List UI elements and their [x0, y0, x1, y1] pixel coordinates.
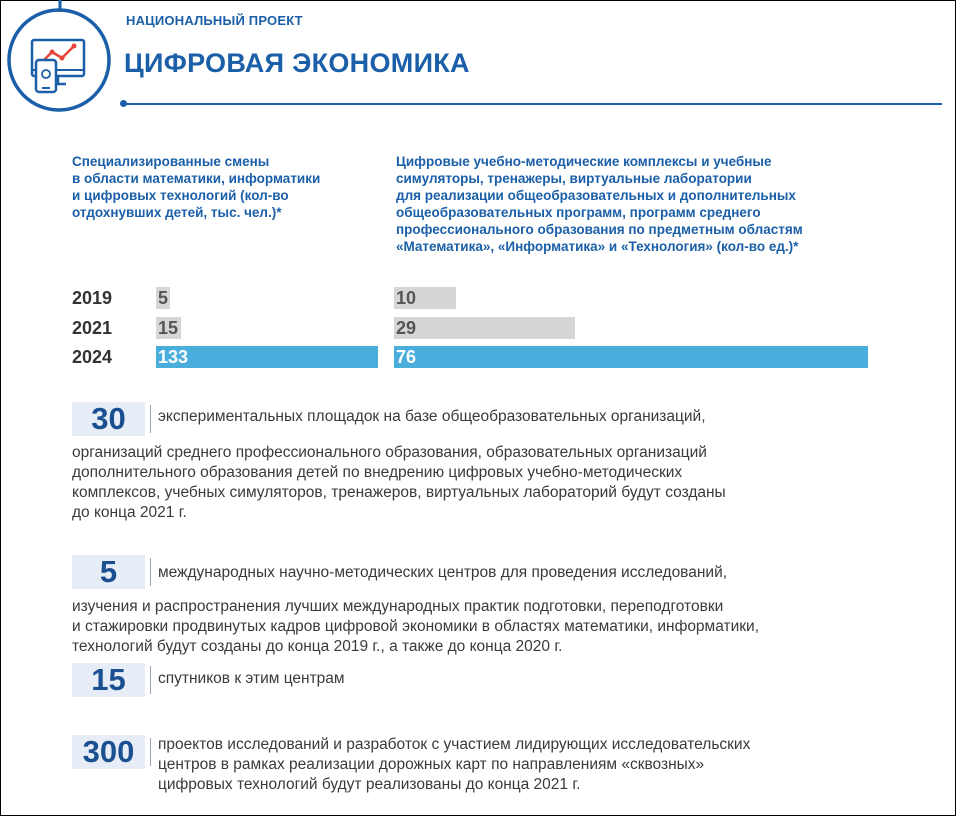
col1-title-line: отдохнувших детей, тыс. чел.)* [72, 205, 282, 220]
col2-title-line: Цифровые учебно-методические комплексы и учебные [396, 154, 772, 169]
stat-number: 300 [72, 735, 145, 769]
digital-economy-logo-icon [2, 0, 112, 118]
stat-line: технологий будут созданы до конца 2019 г., а также до конца 2020 г. [72, 638, 563, 655]
col2-title-line: общеобразовательных программ, программ среднего [396, 205, 761, 220]
bar-series2-2019: 10 [394, 287, 456, 309]
col2-title-line: для реализации общеобразовательных и дополнительных [396, 188, 796, 203]
stat-description [72, 443, 892, 523]
stat-separator [150, 666, 151, 694]
col1-title-line: в области математики, информатики [72, 171, 321, 186]
col2-title-line: «Математика», «Информатика» и «Технология» (кол-во ед.)* [396, 239, 799, 254]
bar-series1-2019: 5 [158, 288, 169, 308]
bar-series1-2021: 15 [156, 317, 181, 339]
year-label: 2024 [72, 347, 113, 367]
stat-line: цифровых технологий будут реализованы до конца 2021 г. [158, 776, 581, 793]
stat-separator [150, 405, 151, 433]
stat-line: организаций среднего профессионального образования, образовательных организаций [72, 444, 707, 461]
year-label: 2021 [72, 318, 113, 338]
stat-line: центров в рамках реализации дорожных карт по направлениям «сквозных» [158, 756, 705, 773]
year-label: 2019 [72, 288, 113, 308]
header-divider [122, 103, 942, 105]
col1-title-line: и цифровых технологий (кол-во [72, 188, 289, 203]
col1-title [72, 153, 382, 221]
stat-description [72, 597, 892, 657]
stat-number: 15 [72, 663, 145, 697]
stat-number: 5 [72, 555, 145, 589]
stat-first-line: спутников к этим центрам [158, 670, 345, 687]
stat-line: до конца 2021 г. [72, 504, 187, 521]
stat-line: дополнительного образования детей по внедрению цифровых учебно-методических [72, 464, 683, 481]
stat-separator [150, 558, 151, 586]
stat-first-line: экспериментальных площадок на базе общеобразовательных организаций, [158, 408, 706, 425]
stat-first-line: международных научно-методических центров для проведения исследований, [158, 564, 728, 581]
stat-separator [150, 738, 151, 766]
stat-line: комплексов, учебных симуляторов, тренажеров, виртуальных лабораторий будут созданы [72, 484, 726, 501]
bar-series2-2021: 29 [394, 317, 575, 339]
bar-series1-2024: 133 [156, 346, 378, 368]
header-subtitle: НАЦИОНАЛЬНЫЙ ПРОЕКТ [126, 13, 303, 28]
col2-title [396, 153, 916, 255]
col1-title-line: Специализированные смены [72, 154, 270, 169]
col2-title-line: профессионального образования по предметным областям [396, 222, 803, 237]
stat-line: изучения и распространения лучших международных практик подготовки, переподготовки [72, 598, 724, 615]
stat-number: 30 [72, 402, 145, 436]
col2-title-line: симуляторы, тренажеры, виртуальные лаборатории [396, 171, 752, 186]
stat-line: и стажировки продвинутых кадров цифровой экономики в областях математики, информатики, [72, 618, 759, 635]
page-title: ЦИФРОВАЯ ЭКОНОМИКА [124, 48, 470, 78]
stat-line: проектов исследований и разработок с участием лидирующих исследовательских [158, 736, 751, 753]
bar-series2-2024: 76 [394, 346, 868, 368]
stat-description [158, 735, 858, 795]
